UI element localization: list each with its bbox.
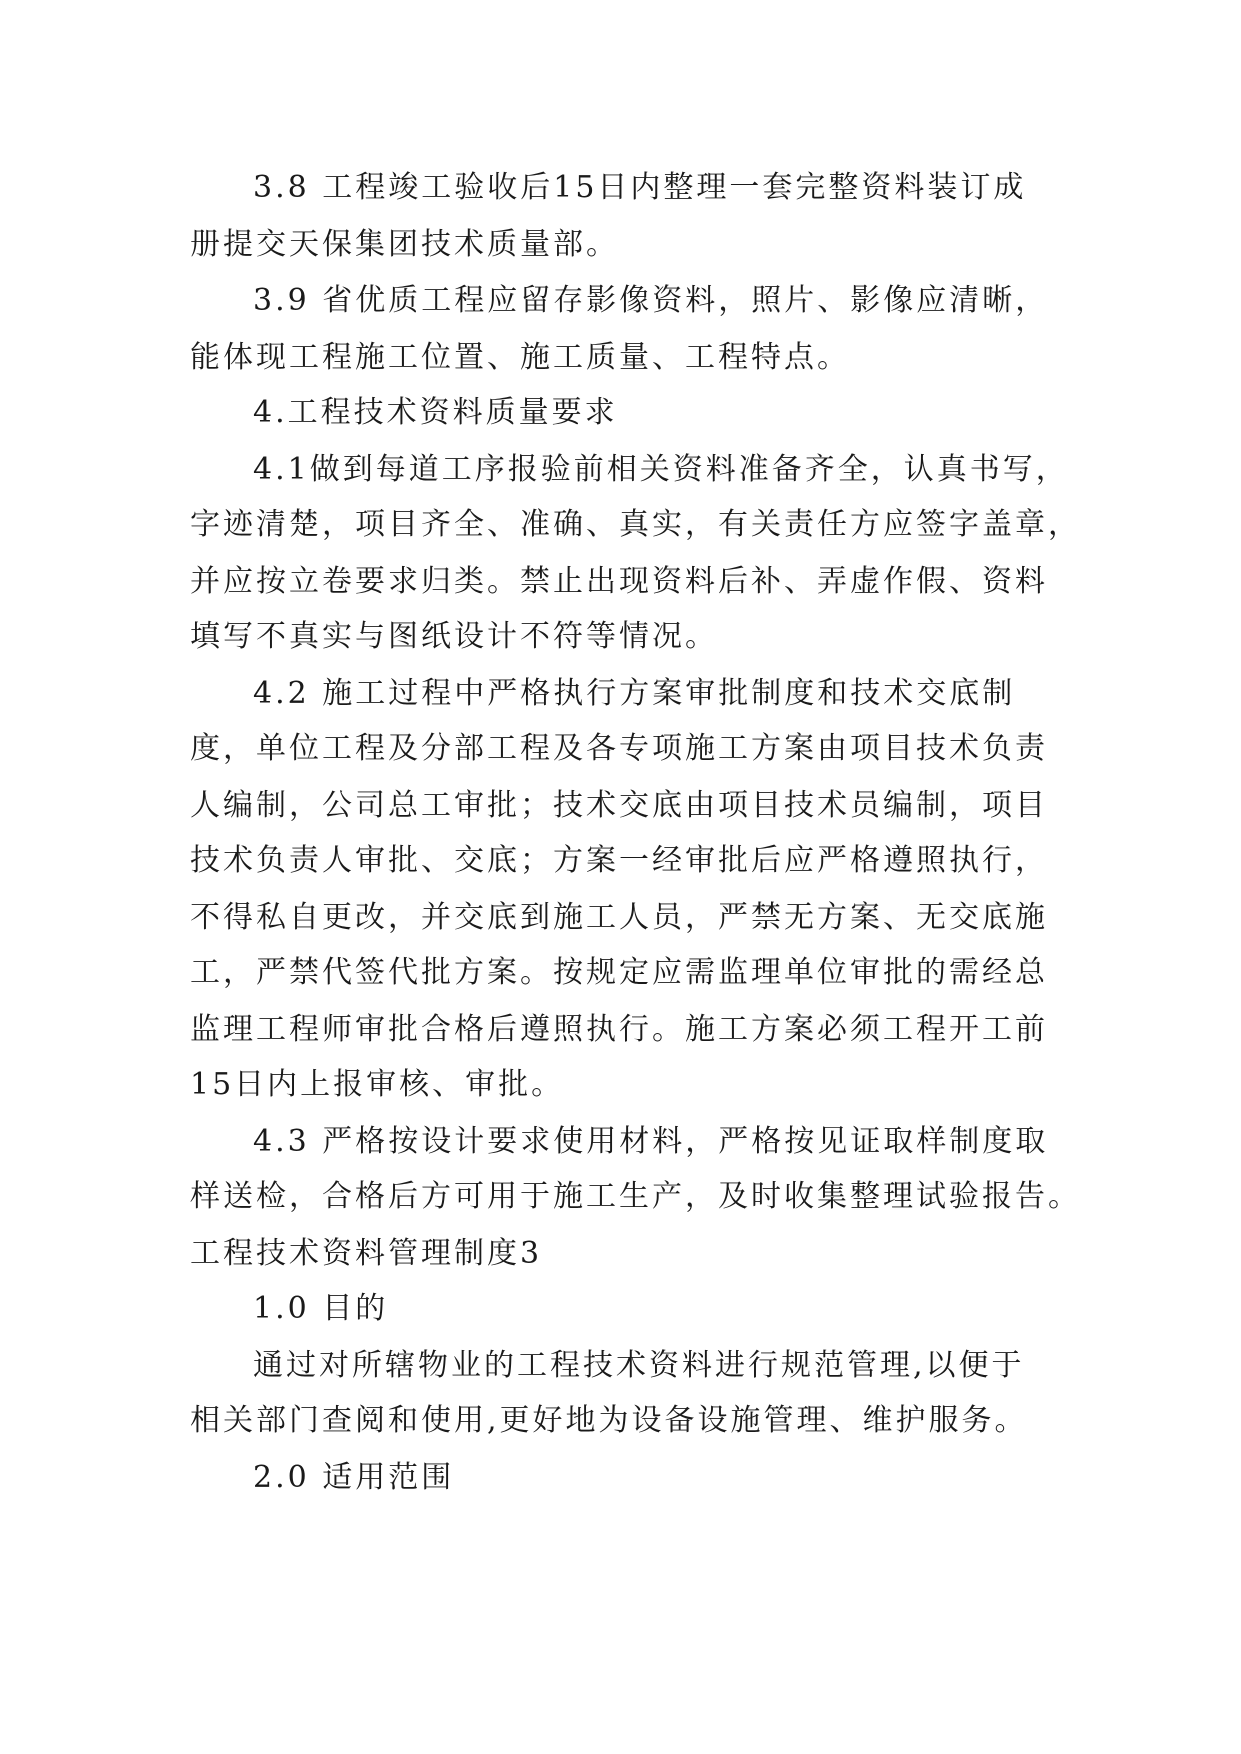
paragraph-4-2-line-6: 工，严禁代签代批方案。按规定应需监理单位审批的需经总	[190, 955, 1048, 990]
section-2-0-heading: 2.0 适用范围	[253, 1460, 455, 1495]
paragraph-4-2-line-5: 不得私自更改，并交底到施工人员，严禁无方案、无交底施	[190, 900, 1048, 935]
paragraph-4-1-line-2: 字迹清楚，项目齐全、准确、真实，有关责任方应签字盖章，	[190, 507, 1081, 542]
paragraph-4-2-line-8: 15日内上报审核、审批。	[190, 1067, 565, 1102]
document-title: 工程技术资料管理制度3	[190, 1236, 543, 1271]
paragraph-1-0-line-1: 通过对所辖物业的工程技术资料进行规范管理,以便于	[253, 1348, 1025, 1383]
paragraph-1-0-line-2: 相关部门查阅和使用,更好地为设备设施管理、维护服务。	[190, 1403, 1028, 1438]
paragraph-4-2-line-7: 监理工程师审批合格后遵照执行。施工方案必须工程开工前	[190, 1012, 1048, 1047]
paragraph-4-2-line-4: 技术负责人审批、交底；方案一经审批后应严格遵照执行，	[190, 843, 1048, 878]
paragraph-4-1-line-3: 并应按立卷要求归类。禁止出现资料后补、弄虚作假、资料	[190, 564, 1048, 599]
paragraph-4-3-line-1: 4.3 严格按设计要求使用材料，严格按见证取样制度取	[253, 1124, 1049, 1159]
paragraph-3-9-line-1: 3.9 省优质工程应留存影像资料，照片、影像应清晰，	[253, 283, 1049, 318]
paragraph-4-2-line-1: 4.2 施工过程中严格执行方案审批制度和技术交底制	[253, 676, 1016, 711]
paragraph-4-2-line-2: 度，单位工程及分部工程及各专项施工方案由项目技术负责	[190, 731, 1048, 766]
paragraph-4-1-line-4: 填写不真实与图纸设计不符等情况。	[190, 619, 718, 654]
section-4-heading: 4.工程技术资料质量要求	[253, 395, 618, 430]
paragraph-4-1-line-1: 4.1做到每道工序报验前相关资料准备齐全，认真书写，	[253, 452, 1069, 487]
paragraph-4-2-line-3: 人编制，公司总工审批；技术交底由项目技术员编制，项目	[190, 788, 1048, 823]
paragraph-3-9-line-2: 能体现工程施工位置、施工质量、工程特点。	[190, 340, 850, 375]
section-1-0-heading: 1.0 目的	[253, 1291, 389, 1326]
paragraph-3-8-line-1: 3.8 工程竣工验收后15日内整理一套完整资料装订成	[253, 170, 1027, 205]
paragraph-4-3-line-2: 样送检，合格后方可用于施工生产，及时收集整理试验报告。	[190, 1179, 1081, 1214]
paragraph-3-8-line-2: 册提交天保集团技术质量部。	[190, 227, 619, 262]
